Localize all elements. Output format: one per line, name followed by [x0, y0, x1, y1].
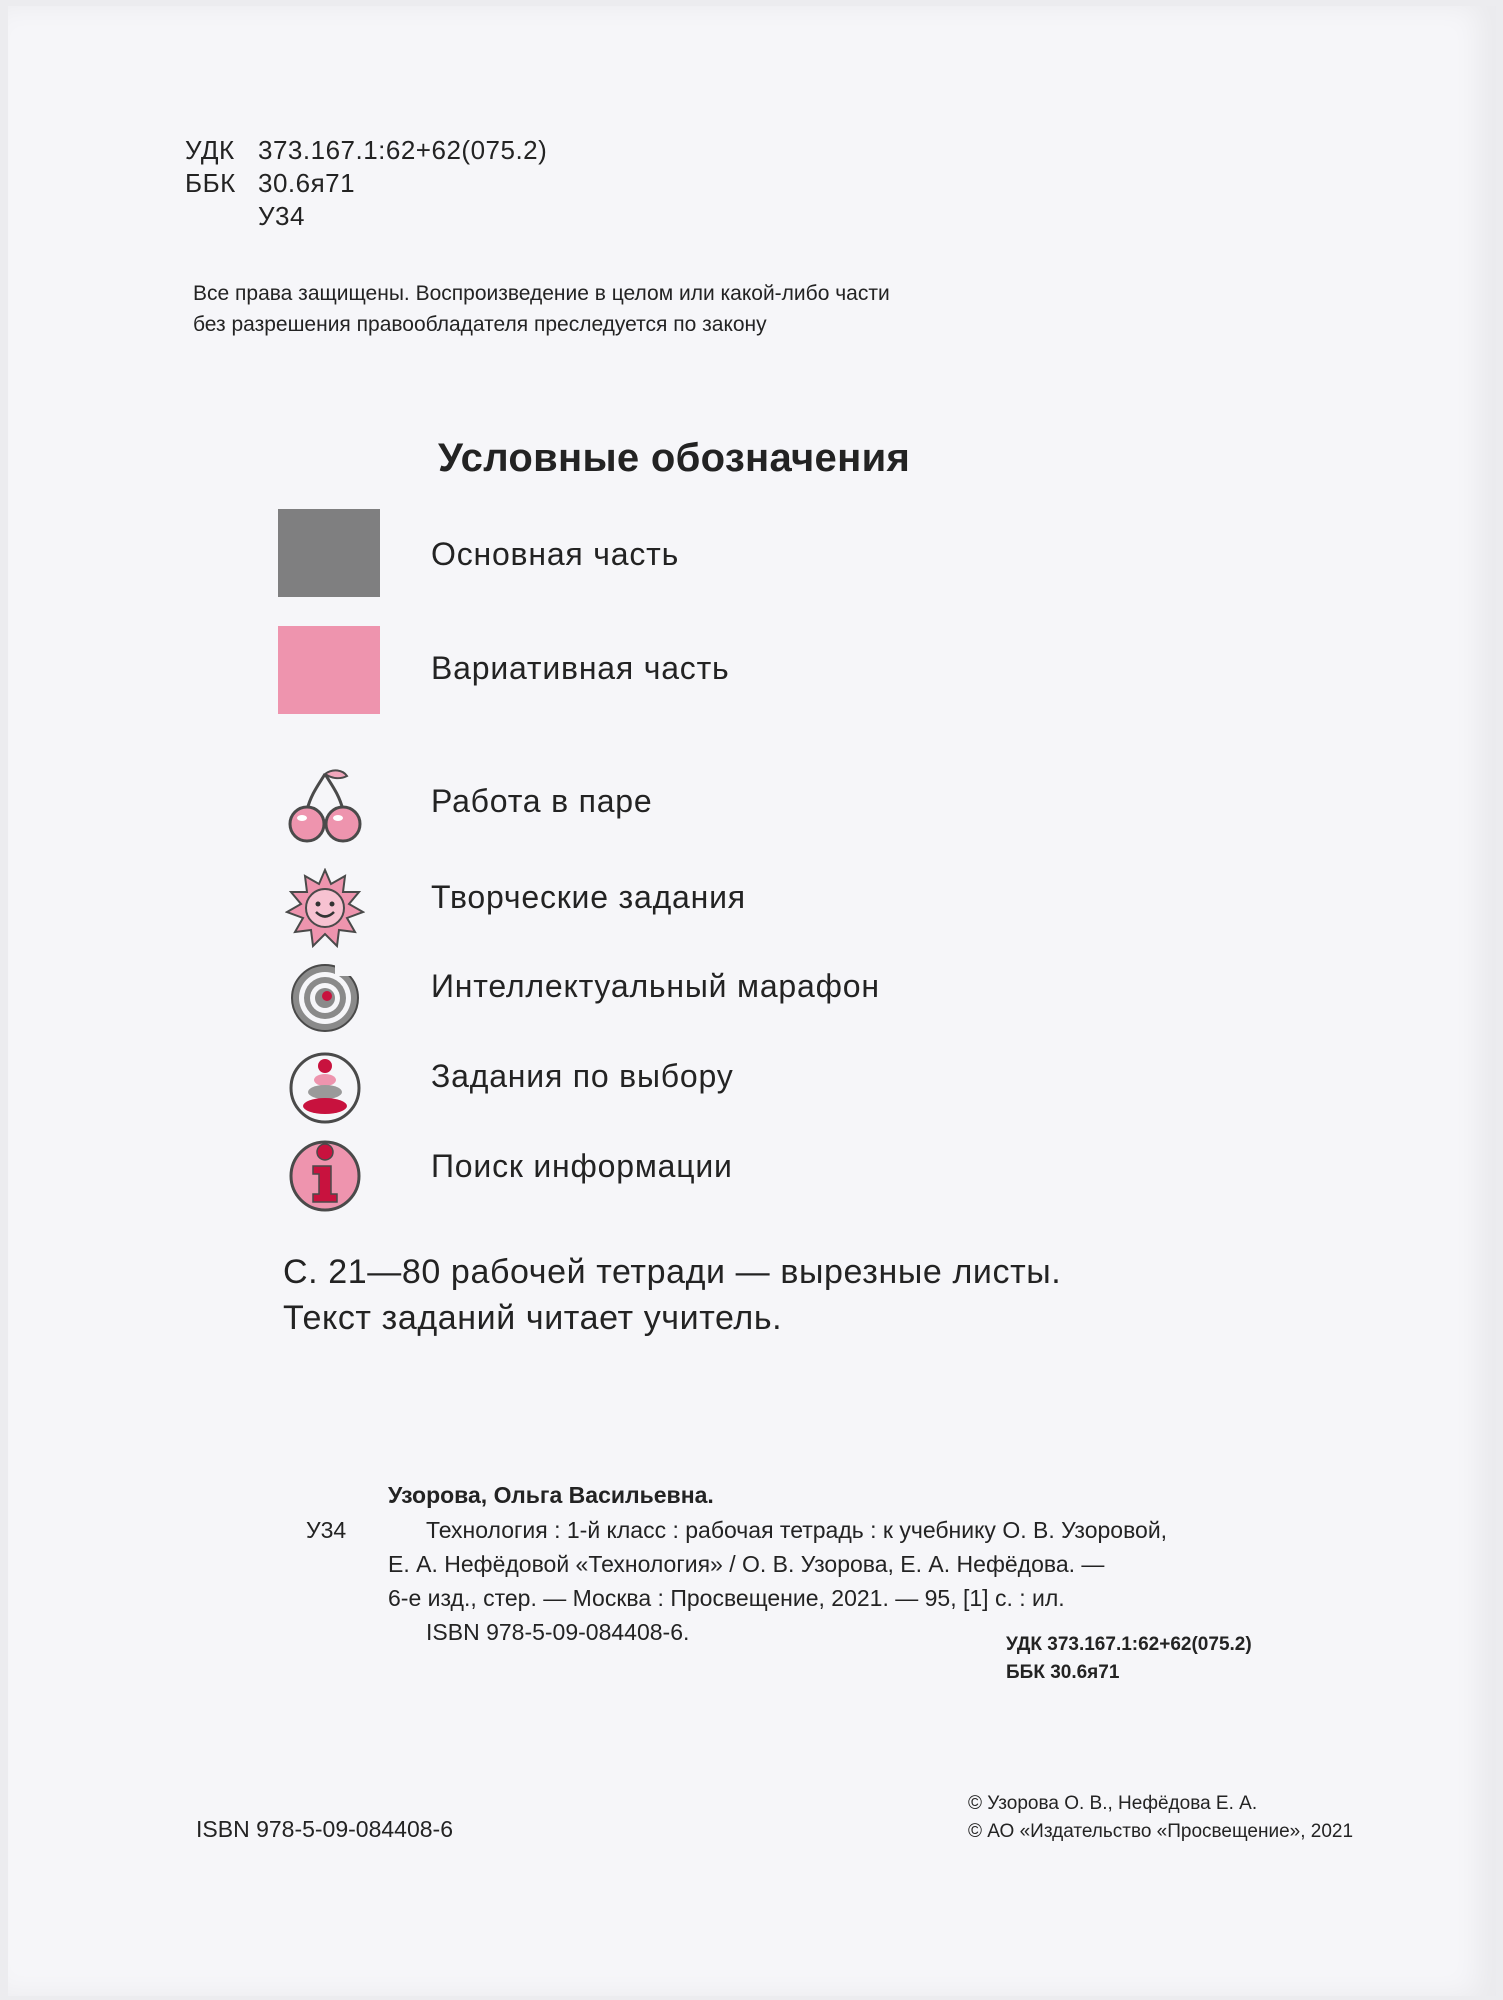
author-sign: У34 — [258, 201, 305, 231]
page — [8, 6, 1496, 1996]
bib-udk: УДК 373.167.1:62+62(075.2) — [1006, 1634, 1252, 1655]
legend-title: Условные обозначения — [438, 436, 911, 480]
udk-value: 373.167.1:62+62(075.2) — [258, 135, 548, 165]
smiling-sun-icon — [285, 868, 365, 948]
legend-label-info-search: Поиск информации — [431, 1148, 733, 1184]
note-line-2: Текст заданий читает учитель. — [283, 1299, 783, 1337]
legend-label-variative: Вариативная часть — [431, 650, 730, 686]
copyright-publisher: © АО «Издательство «Просвещение», 2021 — [968, 1821, 1354, 1842]
bbk-value: 30.6я71 — [258, 168, 356, 198]
bib-line-3: 6-е изд., стер. — Москва : Просвещение, 2021. — 95, [1] с. : ил. — [388, 1585, 1065, 1611]
legend-label-marathon: Интеллектуальный марафон — [431, 968, 880, 1004]
pyramid-toy-icon — [285, 1046, 365, 1126]
rights-line-1: Все права защищены. Воспроизведение в целом или какой-либо части — [193, 282, 890, 305]
bib-author: Узорова, Ольга Васильевна. — [388, 1482, 714, 1508]
note-line-1: С. 21—80 рабочей тетради — вырезные листы. — [283, 1253, 1062, 1291]
rights-line-2: без разрешения правообладателя преследуется по закону — [193, 313, 767, 336]
bib-line-4: ISBN 978-5-09-084408-6. — [426, 1619, 690, 1645]
isbn: ISBN 978-5-09-084408-6 — [196, 1816, 453, 1842]
spiral-icon — [285, 956, 365, 1036]
legend-label-creative: Творческие задания — [431, 879, 746, 915]
bib-description — [388, 1513, 1167, 1649]
udk-label: УДК — [185, 135, 235, 165]
bib-code: У34 — [306, 1517, 347, 1543]
bbk-label: ББК — [185, 168, 236, 198]
classification-codes — [185, 134, 547, 233]
bib-classification — [1006, 1631, 1252, 1687]
rights-notice — [193, 278, 890, 340]
main-part-swatch — [278, 509, 380, 597]
bib-line-2: Е. А. Нефёдовой «Технология» / О. В. Узорова, Е. А. Нефёдова. — — [388, 1551, 1105, 1577]
variative-part-swatch — [278, 626, 380, 714]
copyright — [968, 1790, 1353, 1846]
legend-label-main: Основная часть — [431, 536, 680, 572]
info-icon — [285, 1134, 365, 1214]
cherries-icon — [285, 766, 365, 846]
legend-label-pair-work: Работа в паре — [431, 783, 653, 819]
legend-label-choice: Задания по выбору — [431, 1058, 734, 1094]
bib-line-1: Технология : 1-й класс : рабочая тетрадь : к учебнику О. В. Узоровой, — [426, 1517, 1168, 1543]
cutout-note — [283, 1249, 1061, 1341]
bib-bbk: ББК 30.6я71 — [1006, 1662, 1120, 1683]
copyright-authors: © Узорова О. В., Нефёдова Е. А. — [968, 1793, 1258, 1814]
